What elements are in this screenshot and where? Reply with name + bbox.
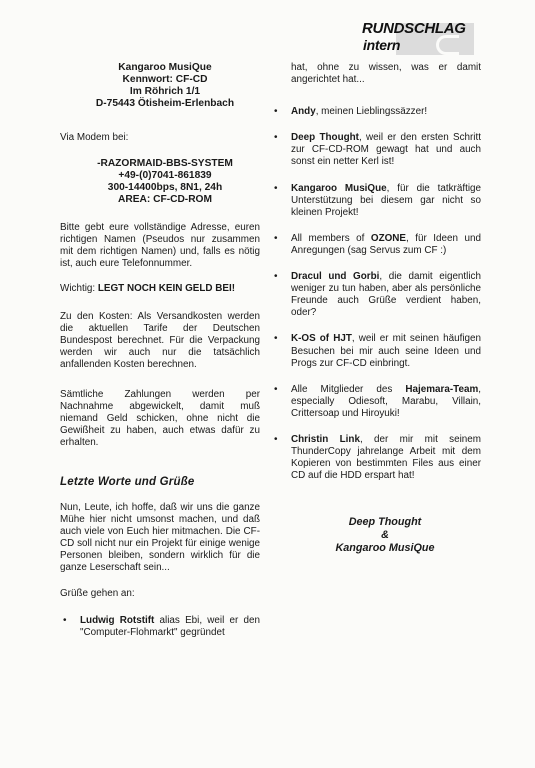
rundschlag-intern-logo <box>362 20 474 56</box>
warning-paragraph <box>60 283 260 295</box>
greetings-intro: Grüße gehen an: <box>60 588 135 600</box>
greeting-ludwig <box>60 615 260 639</box>
greeting-kangaroo-name: Kangaroo MusiQue <box>291 182 387 194</box>
bullet-icon: • <box>274 232 278 244</box>
logo-line-2: intern <box>363 37 401 53</box>
greeting-ludwig-name: Ludwig Rotstift <box>80 615 155 627</box>
greeting-deep-thought <box>271 132 481 168</box>
greeting-andy <box>271 106 481 118</box>
bullet-icon: • <box>274 271 278 283</box>
signature-line-2: & <box>381 529 389 542</box>
greeting-hajemara <box>271 384 481 420</box>
section-title: Letzte Worte und Grüße <box>60 475 195 488</box>
address-paragraph: Bitte gebt eure vollständige Adresse, euren richtigen Namen (Pseudos nur zusammen mit dem richtigen Namen) und, falls es nötig ist, auch eure Telefonnummer. <box>60 222 260 270</box>
greeting-dracul-gorbi <box>271 271 481 319</box>
greeting-dracul-text: , die damit eigentlich weniger zu tun haben, aber als persönliche Freunde auch Grüße verdient haben, oder? <box>291 271 481 319</box>
bullet-icon: • <box>274 433 278 445</box>
right-column <box>271 62 481 555</box>
modem-phone: +49-(0)7041-861839 <box>118 170 212 182</box>
logo-line-1: RUNDSCHLAG <box>362 20 466 37</box>
signature <box>289 516 481 555</box>
bullet-icon: • <box>274 106 278 118</box>
greeting-dracul-name: Dracul und Gorbi <box>291 271 380 283</box>
greeting-kos-text: , weil er mit seinen häufigen Besuchen bei mir auch seine Ideen und Progs zur CF-CD einbringt. <box>291 333 482 369</box>
greeting-kos-name: K-OS of HJT <box>291 333 352 345</box>
bullet-icon: • <box>274 383 278 395</box>
modem-intro: Via Modem bei: <box>60 132 129 143</box>
greeting-andy-name: Andy <box>291 106 316 118</box>
postal-address <box>70 62 260 110</box>
signature-line-1: Deep Thought <box>348 516 422 529</box>
greeting-hajemara-name: Hajemara-Team <box>405 383 479 395</box>
greeting-christin <box>271 434 481 482</box>
warning-prefix: Wichtig: <box>60 283 98 295</box>
signature-line-3: Kangaroo MusiQue <box>335 542 435 555</box>
greeting-ludwig-text: alias Ebi, weil er den "Computer-Flohmarkt" gegründet <box>80 615 260 639</box>
greeting-kangaroo-text: , für die tatkräftige Unterstützung bei diesem gar nicht so kleinen Projekt! <box>291 182 481 218</box>
greeting-deep-thought-text: , weil er den ersten Schritt zur CF-CD-ROM gewagt hat und auch sonst ein netter Kerl ist! <box>291 132 481 168</box>
greeting-christin-name: Christin Link <box>291 433 360 445</box>
bullet-icon: • <box>63 615 67 627</box>
modem-details <box>70 158 260 206</box>
bullet-icon: • <box>274 132 278 144</box>
costs-paragraph: Zu den Kosten: Als Versandkosten werden die aktuellen Tarife der Deutschen Bundespost berechnet. Für die Verpackung werden wir auch nur die tatsächlich anfallenden Kosten berechnen. <box>60 310 260 370</box>
greeting-ludwig-continued: hat, ohne zu wissen, was er damit angerichtet hat... <box>291 62 481 86</box>
greeting-ozone-prefix: All members of <box>291 232 371 244</box>
address-name: Kangaroo MusiQue <box>118 62 212 73</box>
payment-paragraph: Sämtliche Zahlungen werden per Nachnahme abgewickelt, damit muß niemand Geld schicken, ohne nicht die Gewißheit zu haben, auch etwas dafür zu erhalten. <box>60 389 260 449</box>
greeting-kangaroo <box>271 183 481 219</box>
greeting-deep-thought-name: Deep Thought <box>291 132 359 144</box>
bullet-icon: • <box>274 182 278 194</box>
bullet-icon: • <box>274 333 278 345</box>
modem-area: AREA: CF-CD-ROM <box>118 194 212 206</box>
greeting-hajemara-text: , especially Odiesoft, Marabu, Villain, Crittersoap und Hiroyuki! <box>291 383 481 419</box>
address-city: D-75443 Ötisheim-Erlenbach <box>95 98 235 109</box>
greeting-andy-text: , meinen Lieblingssäzzer! <box>315 106 428 118</box>
greeting-christin-text: , der mir mit seinem ThunderCopy jahrelange Arbeit mit dem Kopieren von bestimmten Files aus einer CD auf die HDD erspart hat! <box>291 433 481 482</box>
left-column <box>60 62 260 653</box>
address-keyword: Kennwort: CF-CD <box>122 74 208 85</box>
modem-speed: 300-14400bps, 8N1, 24h <box>107 182 223 194</box>
modem-bbs: -RAZORMAID-BBS-SYSTEM <box>97 158 233 170</box>
address-street: Im Röhrich 1/1 <box>129 86 201 97</box>
greeting-hajemara-prefix: Alle Mitglieder des <box>291 383 406 395</box>
greeting-kos <box>271 333 481 369</box>
greeting-ozone-text: , für Ideen und Anregungen (sag Servus zum CF :) <box>291 232 481 256</box>
last-words-paragraph: Nun, Leute, ich hoffe, daß wir uns die ganze Mühe hier nicht umsonst machen, und daß auch viele von Euch hier mitmachen. Die CF-CD soll nicht nur ein Projekt für einige wenige Personen bleiben, sondern wirklich für die ganze Leserschaft sein... <box>60 501 260 574</box>
greeting-ozone <box>271 233 481 257</box>
greeting-ozone-name: OZONE <box>370 232 407 244</box>
warning-text: LEGT NOCH KEIN GELD BEI! <box>97 283 236 295</box>
